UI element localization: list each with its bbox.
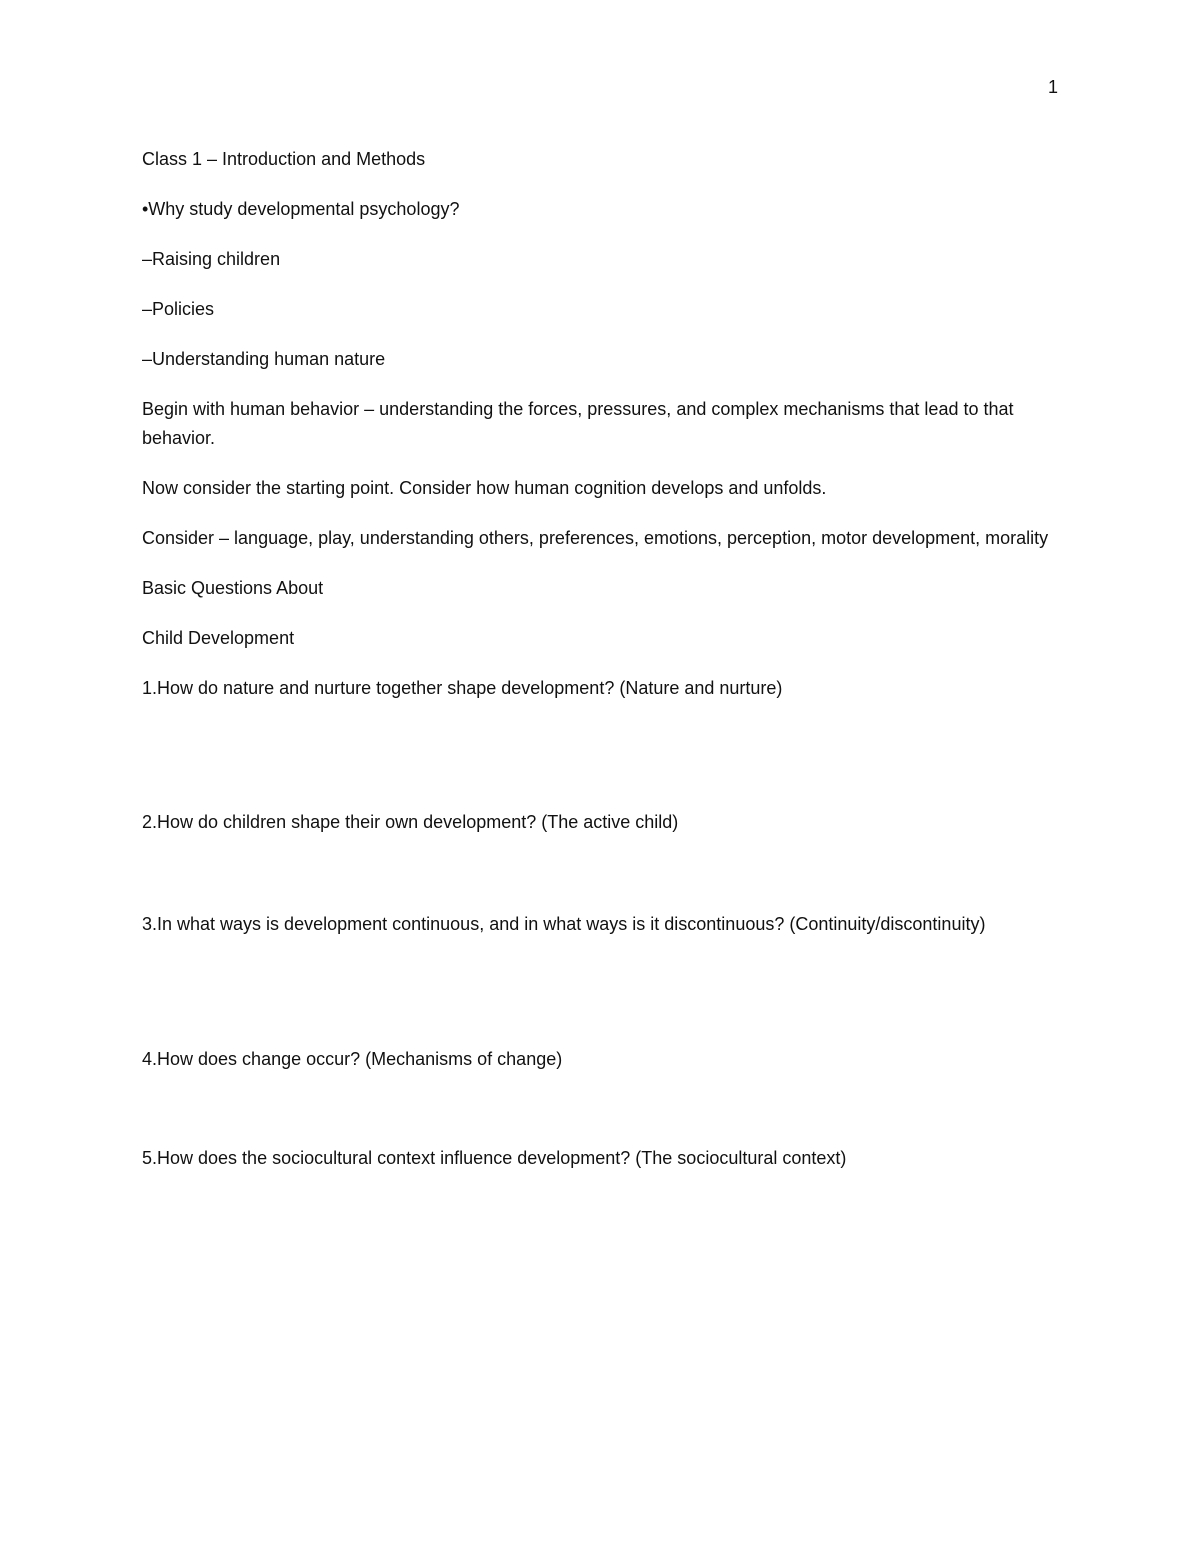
- question-3: 3.In what ways is development continuous, and in what ways is it discontinuous? (Continuity/discontinuity): [142, 914, 986, 934]
- paragraph-human-behavior: Begin with human behavior – understanding the forces, pressures, and complex mechanisms that lead to that behavior.: [142, 399, 1014, 448]
- question-1: 1.How do nature and nurture together shape development? (Nature and nurture): [142, 678, 783, 698]
- document-content: [142, 145, 1060, 1173]
- paragraph-starting-point: Now consider the starting point. Consider how human cognition develops and unfolds.: [142, 478, 827, 498]
- section-heading-line-2: Child Development: [142, 628, 295, 648]
- reason-human-nature: –Understanding human nature: [142, 349, 386, 369]
- question-4: 4.How does change occur? (Mechanisms of change): [142, 1049, 563, 1069]
- page-number: 1: [1047, 77, 1058, 97]
- question-5: 5.How does the sociocultural context influence development? (The sociocultural context): [142, 1148, 847, 1168]
- paragraph-consider-topics: Consider – language, play, understanding others, preferences, emotions, perception, motor development, morality: [142, 528, 1049, 548]
- reason-policies: –Policies: [142, 299, 215, 319]
- bullet-question: •Why study developmental psychology?: [142, 199, 460, 219]
- document-title: Class 1 – Introduction and Methods: [142, 149, 426, 169]
- question-2: 2.How do children shape their own development? (The active child): [142, 812, 679, 832]
- reason-raising-children: –Raising children: [142, 249, 281, 269]
- section-heading-line-1: Basic Questions About: [142, 578, 324, 598]
